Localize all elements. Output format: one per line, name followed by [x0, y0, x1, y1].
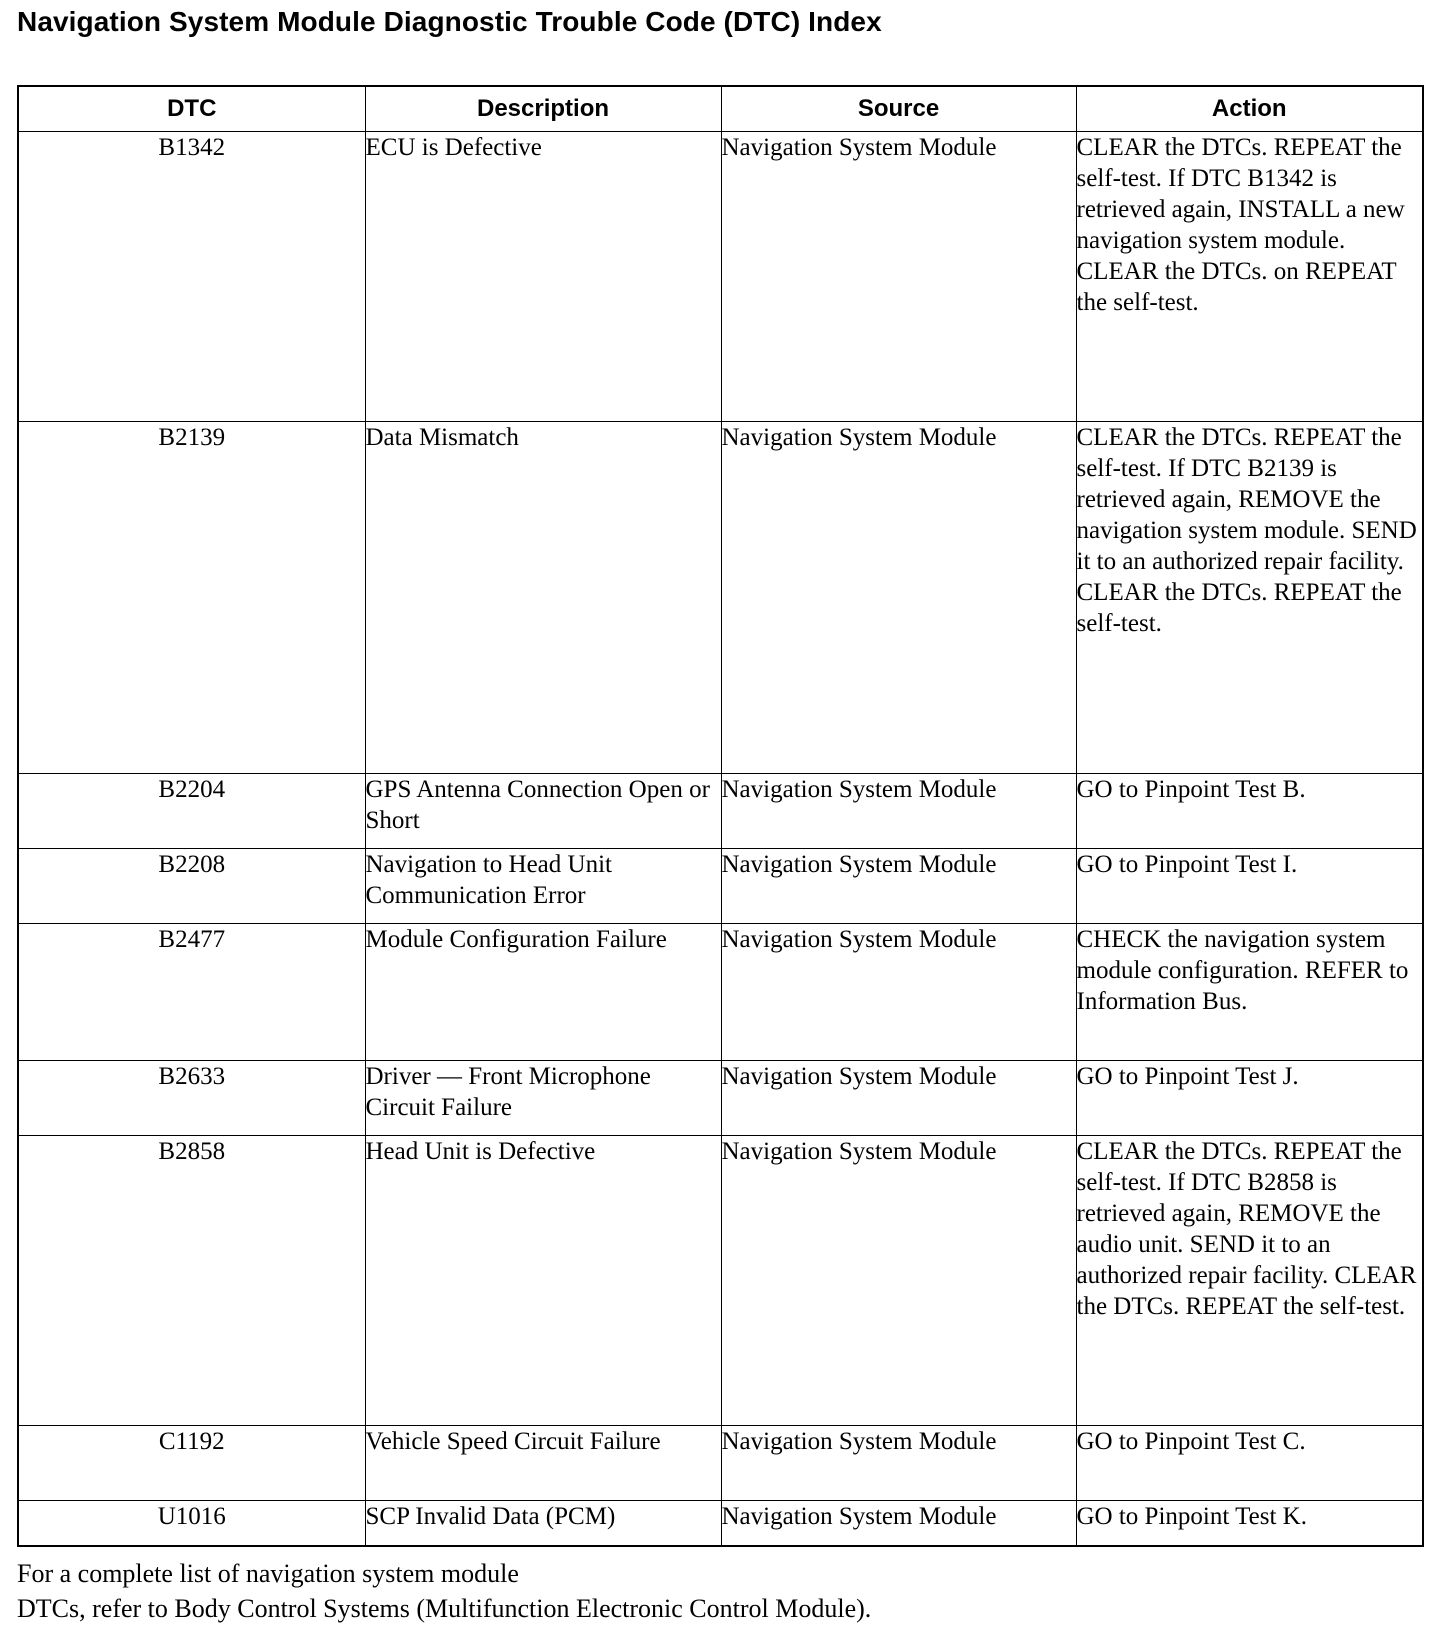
dtc-code: B2633: [18, 1061, 365, 1136]
dtc-index-table: [17, 85, 1424, 1547]
dtc-source: Navigation System Module: [721, 132, 1076, 422]
dtc-action: GO to Pinpoint Test B.: [1076, 774, 1423, 849]
table-row: [18, 924, 1423, 1061]
dtc-description: GPS Antenna Connection Open or Short: [365, 774, 721, 849]
table-row: [18, 1426, 1423, 1501]
dtc-source: Navigation System Module: [721, 1501, 1076, 1546]
dtc-source: Navigation System Module: [721, 924, 1076, 1061]
column-header-description: Description: [365, 86, 721, 132]
column-header-dtc: DTC: [18, 86, 365, 132]
dtc-source: Navigation System Module: [721, 1061, 1076, 1136]
dtc-description: SCP Invalid Data (PCM): [365, 1501, 721, 1546]
dtc-action: CLEAR the DTCs. REPEAT the self-test. If DTC B2858 is retrieved again, REMOVE the audio unit. SEND it to an authorized repair facility. CLEAR the DTCs. REPEAT the self-test.: [1076, 1136, 1423, 1426]
dtc-description: Vehicle Speed Circuit Failure: [365, 1426, 721, 1501]
dtc-code: U1016: [18, 1501, 365, 1546]
table-row: [18, 849, 1423, 924]
dtc-action: CLEAR the DTCs. REPEAT the self-test. If DTC B1342 is retrieved again, INSTALL a new navigation system module. CLEAR the DTCs. on REPEAT the self-test.: [1076, 132, 1423, 422]
dtc-description: Module Configuration Failure: [365, 924, 721, 1061]
dtc-source: Navigation System Module: [721, 1426, 1076, 1501]
dtc-code: B2204: [18, 774, 365, 849]
dtc-description: Driver — Front Microphone Circuit Failure: [365, 1061, 721, 1136]
table-row: [18, 1501, 1423, 1546]
dtc-description: ECU is Defective: [365, 132, 721, 422]
footer-line-2: DTCs, refer to Body Control Systems (Multifunction Electronic Control Module).: [17, 1594, 872, 1623]
dtc-description: Head Unit is Defective: [365, 1136, 721, 1426]
dtc-action: GO to Pinpoint Test J.: [1076, 1061, 1423, 1136]
footer-note: [17, 1556, 871, 1626]
dtc-code: B1342: [18, 132, 365, 422]
dtc-code: B2139: [18, 422, 365, 774]
table-row: [18, 1136, 1423, 1426]
dtc-source: Navigation System Module: [721, 774, 1076, 849]
table-row: [18, 1061, 1423, 1136]
dtc-description: Navigation to Head Unit Communication Error: [365, 849, 721, 924]
dtc-action: GO to Pinpoint Test I.: [1076, 849, 1423, 924]
dtc-action: GO to Pinpoint Test C.: [1076, 1426, 1423, 1501]
dtc-source: Navigation System Module: [721, 849, 1076, 924]
table-row: [18, 422, 1423, 774]
footer-line-1: For a complete list of navigation system module: [17, 1559, 519, 1588]
table-header-row: [18, 86, 1423, 132]
dtc-code: C1192: [18, 1426, 365, 1501]
dtc-code: B2477: [18, 924, 365, 1061]
dtc-action: CHECK the navigation system module configuration. REFER to Information Bus.: [1076, 924, 1423, 1061]
dtc-code: B2858: [18, 1136, 365, 1426]
dtc-description: Data Mismatch: [365, 422, 721, 774]
dtc-code: B2208: [18, 849, 365, 924]
column-header-action: Action: [1076, 86, 1423, 132]
dtc-source: Navigation System Module: [721, 422, 1076, 774]
page-title: Navigation System Module Diagnostic Trouble Code (DTC) Index: [17, 6, 882, 37]
dtc-action: CLEAR the DTCs. REPEAT the self-test. If DTC B2139 is retrieved again, REMOVE the navigation system module. SEND it to an authorized repair facility. CLEAR the DTCs. REPEAT the self-test.: [1076, 422, 1423, 774]
column-header-source: Source: [721, 86, 1076, 132]
dtc-action: GO to Pinpoint Test K.: [1076, 1501, 1423, 1546]
dtc-source: Navigation System Module: [721, 1136, 1076, 1426]
table-row: [18, 774, 1423, 849]
table-row: [18, 132, 1423, 422]
